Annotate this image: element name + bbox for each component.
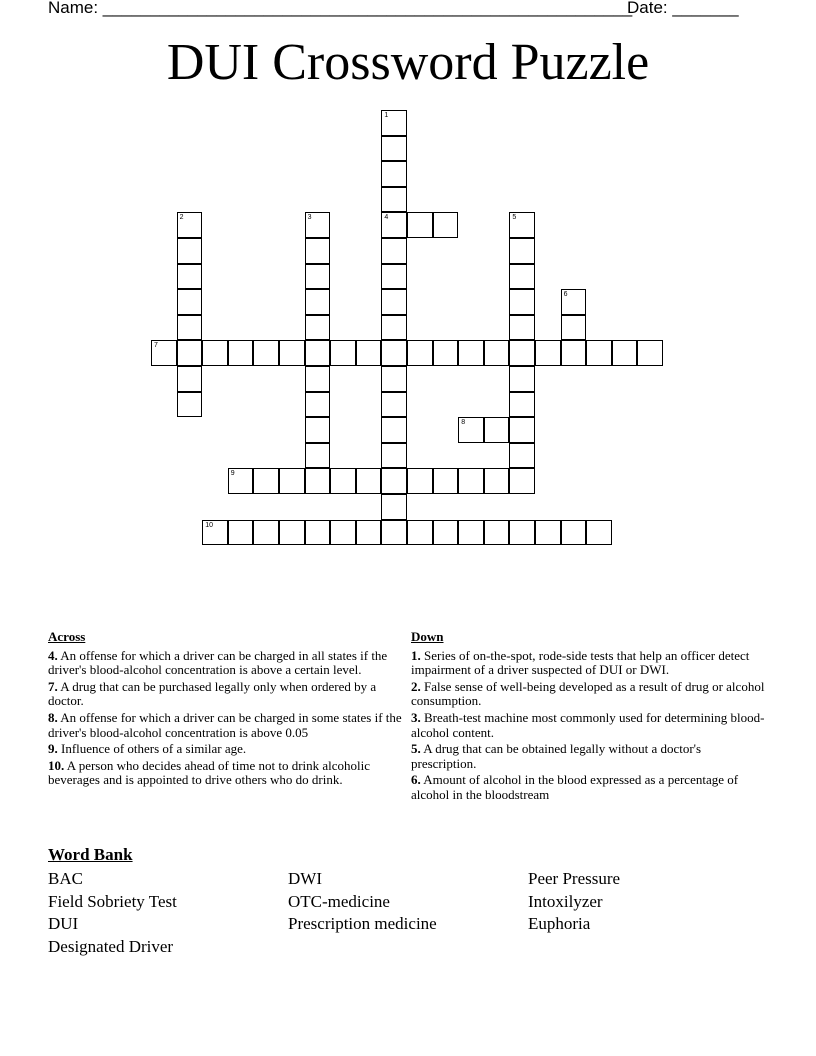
crossword-cell[interactable] [484, 417, 510, 443]
crossword-cell[interactable] [535, 340, 561, 366]
crossword-cell[interactable] [330, 340, 356, 366]
crossword-cell[interactable] [509, 520, 535, 546]
crossword-cell[interactable] [637, 340, 663, 366]
clue [48, 742, 404, 757]
crossword-cell[interactable] [177, 264, 203, 290]
clue [48, 649, 404, 678]
crossword-cell[interactable] [356, 468, 382, 494]
crossword-cell[interactable] [305, 392, 331, 418]
crossword-cell[interactable] [279, 520, 305, 546]
clue-text: A drug that can be obtained legally without a doctor's prescription. [411, 741, 702, 771]
clue-number: 7 [154, 342, 158, 350]
clue-text: Amount of alcohol in the blood expressed as a percentage of alcohol in the bloodstream [411, 772, 739, 802]
crossword-cell[interactable] [202, 340, 228, 366]
crossword-cell[interactable] [458, 468, 484, 494]
page-title: DUI Crossword Puzzle [166, 34, 650, 91]
crossword-cell[interactable] [509, 443, 535, 469]
clue [48, 759, 404, 788]
clue [411, 773, 767, 802]
clue-number: 4 [384, 214, 389, 222]
clue-number: 4. [48, 647, 58, 663]
crossword-cell[interactable] [484, 340, 510, 366]
crossword-cell[interactable] [433, 212, 459, 238]
crossword-cell[interactable] [356, 520, 382, 546]
crossword-cell[interactable] [561, 289, 587, 315]
crossword-cell[interactable] [305, 315, 331, 341]
across-heading: Across [48, 629, 86, 644]
down-heading: Down [411, 629, 444, 644]
crossword-cell[interactable] [509, 264, 535, 290]
crossword-cell[interactable] [381, 366, 407, 392]
crossword-cell[interactable] [228, 468, 254, 494]
clue-number: 7. [48, 678, 58, 694]
clue-number: 10. [48, 757, 65, 773]
crossword-cell[interactable] [561, 520, 587, 546]
crossword-cell[interactable] [305, 212, 331, 238]
crossword-cell[interactable] [305, 264, 331, 290]
clue-text: False sense of well-being developed as a result of drug or alcohol consumption. [411, 678, 765, 709]
crossword-cell[interactable] [305, 443, 331, 469]
crossword-cell[interactable] [253, 468, 279, 494]
word-bank-item: BAC [48, 869, 83, 888]
clue-text: A drug that can be purchased legally only when ordered by a doctor. [48, 678, 377, 709]
word-bank-item: Designated Driver [48, 936, 174, 956]
crossword-cell[interactable] [381, 340, 407, 366]
crossword-cell[interactable] [509, 212, 535, 238]
word-bank-item: DWI [288, 869, 322, 888]
crossword-cell[interactable] [509, 315, 535, 341]
crossword-cell[interactable] [381, 110, 407, 136]
clue-number: 5. [411, 741, 421, 757]
clue-text: An offense for which a driver can be charged in some states if the driver's blood-alcohol concentration is above 0.05 [48, 709, 402, 740]
crossword-cell[interactable] [177, 315, 203, 341]
crossword-cell[interactable] [279, 468, 305, 494]
crossword-cell[interactable] [586, 340, 612, 366]
crossword-cell[interactable] [458, 340, 484, 366]
crossword-cell[interactable] [202, 520, 228, 546]
crossword-cell[interactable] [433, 468, 459, 494]
word-bank-item: Peer Pressure [528, 869, 621, 888]
crossword-cell[interactable] [279, 340, 305, 366]
crossword-cell[interactable] [509, 392, 535, 418]
crossword-cell[interactable] [509, 366, 535, 392]
crossword-cell[interactable] [305, 520, 331, 546]
crossword-cell[interactable] [177, 366, 203, 392]
word-bank-item: OTC-medicine [288, 891, 390, 911]
crossword-cell[interactable] [356, 340, 382, 366]
clue-text: An offense for which a driver can be charged in all states if the driver's blood-alcohol concentration is above a certain level. [48, 647, 388, 678]
crossword-cell[interactable] [407, 212, 433, 238]
crossword-cell[interactable] [305, 238, 331, 264]
clue-number: 9. [48, 741, 58, 757]
clue-number: 8. [48, 709, 58, 725]
word-bank-item: Field Sobriety Test [48, 891, 177, 911]
clue-number: 6 [563, 291, 568, 299]
crossword-cell[interactable] [458, 417, 484, 443]
crossword-cell[interactable] [407, 340, 433, 366]
crossword-cell[interactable] [381, 212, 407, 238]
clue-number: 10 [205, 521, 213, 529]
clue-text: Breath-test machine most commonly used for determining blood-alcohol content. [411, 709, 765, 740]
crossword-cell[interactable] [612, 340, 638, 366]
crossword-cell[interactable] [586, 520, 612, 546]
crossword-cell[interactable] [305, 289, 331, 315]
crossword-cell[interactable] [177, 238, 203, 264]
crossword-cell[interactable] [381, 289, 407, 315]
word-bank-item: Euphoria [528, 914, 591, 934]
word-bank-heading: Word Bank [48, 845, 133, 864]
crossword-cell[interactable] [253, 340, 279, 366]
crossword-cell[interactable] [484, 520, 510, 546]
crossword-cell[interactable] [509, 340, 535, 366]
clue-text: Series of on-the-spot, rode-side tests that help an officer detect impairment of a driver suspected of DUI or DWI. [411, 647, 750, 678]
crossword-cell[interactable] [381, 494, 407, 520]
crossword-cell[interactable] [177, 212, 203, 238]
word-bank-item: Intoxilyzer [528, 891, 603, 911]
clue [48, 711, 404, 740]
crossword-cell[interactable] [381, 443, 407, 469]
crossword-cell[interactable] [253, 520, 279, 546]
clue-number: 1. [411, 647, 421, 663]
crossword-cell[interactable] [177, 392, 203, 418]
crossword-cell[interactable] [177, 289, 203, 315]
crossword-cell[interactable] [535, 520, 561, 546]
crossword-cell[interactable] [509, 289, 535, 315]
crossword-cell[interactable] [305, 417, 331, 443]
crossword-cell[interactable] [381, 161, 407, 187]
crossword-cell[interactable] [330, 520, 356, 546]
clue-number: 9 [230, 470, 235, 478]
clue-number: 3. [411, 709, 421, 725]
crossword-cell[interactable] [561, 315, 587, 341]
crossword-cell[interactable] [433, 520, 459, 546]
crossword-cell[interactable] [177, 340, 203, 366]
word-bank-item: DUI [48, 914, 79, 934]
clue-number: 2 [179, 214, 184, 222]
clue-text: A person who decides ahead of time not to drink alcoholic beverages and is appointed to drive others who do drink. [48, 757, 371, 788]
clue-text: Influence of others of a similar age. [57, 741, 247, 757]
crossword-cell[interactable] [381, 136, 407, 162]
crossword-cell[interactable] [330, 468, 356, 494]
clue-number: 1 [384, 112, 389, 119]
crossword-cell[interactable] [381, 417, 407, 443]
crossword-cell[interactable] [305, 366, 331, 392]
word-bank-item: Prescription medicine [288, 914, 437, 934]
clue [411, 680, 767, 709]
crossword-cell[interactable] [407, 468, 433, 494]
crossword-cell[interactable] [381, 520, 407, 546]
clue-number: 3 [307, 214, 312, 222]
clue-number: 5 [512, 214, 517, 222]
clue [48, 680, 404, 709]
crossword-cell[interactable] [381, 468, 407, 494]
crossword-cell[interactable] [381, 238, 407, 264]
crossword-cell[interactable] [407, 520, 433, 546]
crossword-cell[interactable] [484, 468, 510, 494]
crossword-cell[interactable] [561, 340, 587, 366]
clue [411, 711, 767, 740]
clue-number: 2. [411, 678, 421, 694]
crossword-cell[interactable] [381, 315, 407, 341]
crossword-cell[interactable] [305, 340, 331, 366]
crossword-cell[interactable] [381, 187, 407, 213]
clue-number: 8 [461, 419, 466, 427]
crossword-cell[interactable] [509, 417, 535, 443]
name-field-label[interactable]: Name: ________________________________________________________ [48, 0, 633, 17]
down-clues [411, 630, 767, 805]
clue [411, 649, 767, 678]
crossword-cell[interactable] [433, 340, 459, 366]
crossword-cell[interactable] [151, 340, 177, 366]
crossword-cell[interactable] [381, 392, 407, 418]
crossword-cell[interactable] [458, 520, 484, 546]
crossword-cell[interactable] [228, 340, 254, 366]
crossword-cell[interactable] [228, 520, 254, 546]
across-clues [48, 630, 404, 790]
crossword-cell[interactable] [509, 468, 535, 494]
clue [411, 742, 767, 771]
crossword-cell[interactable] [509, 238, 535, 264]
crossword-cell[interactable] [381, 264, 407, 290]
crossword-cell[interactable] [305, 468, 331, 494]
clue-number: 6. [411, 772, 421, 788]
date-field-label[interactable]: Date: _______ [627, 0, 739, 17]
